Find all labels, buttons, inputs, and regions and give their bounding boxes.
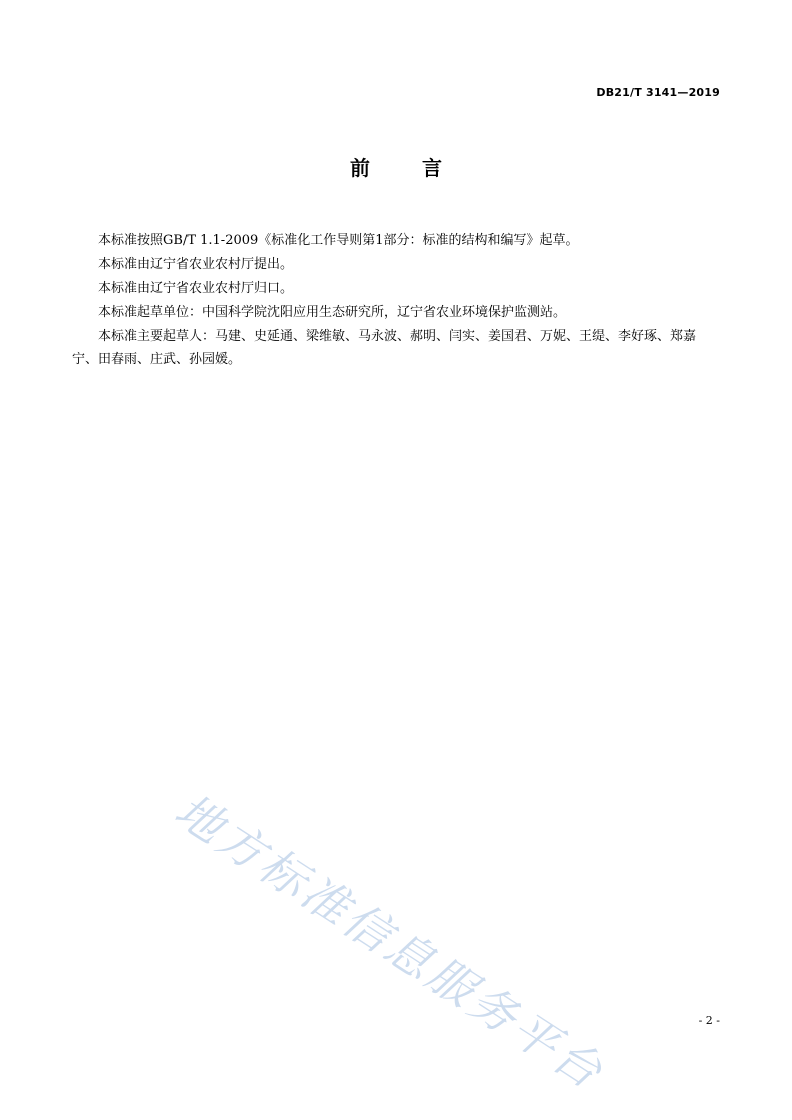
paragraph-proposer: 本标准由辽宁省农业农村厅提出。 [98, 257, 294, 272]
document-code: DB21/T 3141—2019 [596, 86, 720, 99]
paragraph-drafters: 本标准主要起草人：马建、史延通、梁维敏、马永波、郝明、闫实、姜国君、万妮、王缇、李好琢、郑嘉宁、田春雨、庄武、孙园媛。 [72, 329, 697, 367]
paragraph-administrator: 本标准由辽宁省农业农村厅归口。 [98, 281, 294, 296]
title-char-2: 言 [422, 156, 442, 180]
paragraph-drafting-units: 本标准起草单位：中国科学院沈阳应用生态研究所，辽宁省农业环境保护监测站。 [98, 305, 567, 320]
paragraph-drafting-basis: 本标准按照GB/T 1.1-2009《标准化工作导则第1部分：标准的结构和编写》起草。 [98, 233, 579, 248]
page-number: - 2 - [698, 1014, 720, 1027]
watermark: 地方标准信息服务平台 [165, 782, 615, 1101]
page-title [0, 152, 792, 181]
title-char-1: 前 [350, 156, 370, 180]
foreword-body [72, 229, 720, 372]
